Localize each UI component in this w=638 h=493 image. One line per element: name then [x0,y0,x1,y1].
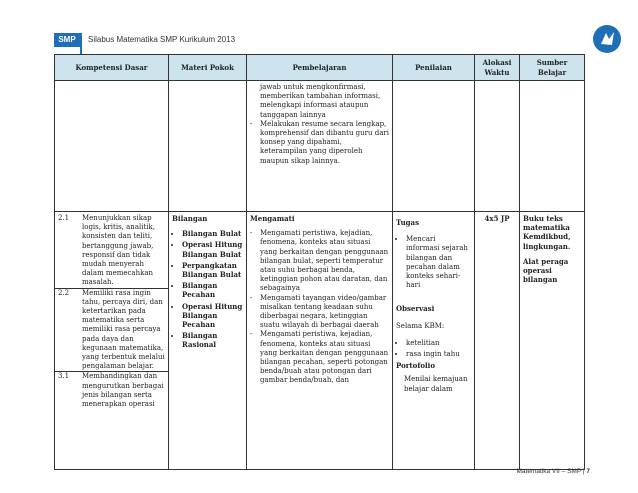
portofolio-text: Menilai kemajuan belajar dalam [404,375,468,393]
pembelajaran-text: Mengamati peristiwa, kejadian, fenomena, konteks atau situasi yang berkaitan dengan penggunaan bilangan bulat, seperti temperatur atau suhu berbagai benda, ketinggian pohon atau daratan, dan sebagainya [260,229,389,293]
tugas-item: • Mencari informasi sejarah bilangan dan pecahan dalam konteks sehari-hari [406,235,471,290]
kd-item [58,214,165,288]
pembelajaran-line: jawab untuk mengkonfirmasi, memberikan tambahan informasi, melengkapi informasi ataupun tanggapan lainnya [260,83,381,119]
col-kompetensi-dasar: Kompetensi Dasar [55,55,169,81]
cell-sumber-belajar [520,212,585,470]
kd-item [55,371,168,409]
materi-item: • Bilangan Pecahan [182,281,243,299]
pembelajaran-text: Mengamati tayangan video/gambar misalkan tentang keadaan suhu diberbagai negara, ketinggian suatu wilayah di berbagai daerah [260,293,387,330]
tugas-list [396,235,471,290]
header-divider [80,33,82,55]
kd-text: Memiliki rasa ingin tahu, percaya diri, dan ketertarikan pada matematika serta memiliki rasa percaya pada daya dan kegunaan matematika, yang terbentuk melalui pengalaman belajar. [82,288,165,371]
kd-number: 2.1 [58,214,70,222]
cell-empty [520,81,585,212]
materi-item: • Perpangkatan Bilangan Bulat [182,261,243,279]
pembelajaran-item: - Mengamati tayangan video/gambar misalkan tentang keadaan suhu diberbagai negara, ketinggian suatu wilayah di berbagai daerah [250,294,389,331]
pembelajaran-item: - Mengamati peristiwa, kejadian, fenomena, konteks atau situasi yang berkaitan dengan penggunaan bilangan pecahan, seperti potongan benda/buah atau potongan dari gambar benda/buah, dan [250,330,389,385]
page-footer: Matematika VII – SMP | 7 [516,468,590,475]
pembelajaran-item: - Mengamati peristiwa, kejadian, fenomena, konteks atau situasi yang berkaitan dengan penggunaan bilangan bulat, seperti temperatur atau suhu berbagai benda, ketinggian pohon atau daratan, dan sebagainya [250,229,389,293]
cell-materi-pokok [169,212,247,470]
cell-empty [393,81,475,212]
kemdikbud-logo-icon [592,24,622,54]
col-sumber-belajar: Sumber Belajar [520,55,585,81]
pembelajaran-text: Mengamati peristiwa, kejadian, fenomena, konteks atau situasi yang berkaitan dengan penggunaan bilangan pecahan, seperti potongan benda/buah atau potongan dari gambar benda/buah, dan [260,330,389,385]
penilaian-portofolio-title: Portofolio [396,361,436,371]
materi-item: • Bilangan Rasional [182,331,243,349]
footer-text: Matematika VII – SMP [516,468,582,475]
table-row [55,212,585,470]
cell-empty [55,81,169,212]
cell-alokasi-waktu: 4x5 JP [475,212,520,470]
document-title: Silabus Matematika SMP Kurikulum 2013 [88,35,236,44]
table-row [55,81,585,212]
smp-badge: SMP [54,33,80,47]
kd-number: 3.1 [58,372,70,381]
cell-empty [475,81,520,212]
cell-pembelajaran [247,81,393,212]
materi-item: • Bilangan Bulat [182,229,243,238]
observasi-sub: Selama KBM: [396,321,445,330]
cell-empty [169,81,247,212]
materi-item: • Operasi Hitung Bilangan Pecahan [182,302,243,330]
penilaian-tugas-title: Tugas [396,218,420,227]
penilaian-observasi-title: Observasi [396,304,435,314]
col-penilaian: Penilaian [393,55,475,81]
table-header-row [55,55,585,81]
page-number: 7 [586,468,590,475]
materi-title: Bilangan [172,214,208,223]
cell-pembelajaran [247,212,393,470]
syllabus-table [54,54,585,470]
observasi-list [396,339,471,359]
cell-penilaian [393,212,475,470]
sumber-item: Alat peraga operasi bilangan [523,256,569,285]
kd-text: Menunjukkan sikap logis, kritis, analitik, konsisten dan teliti, bertanggung jawab, responsif dan tidak mudah menyerah dalam memecahkan masalah. [82,214,155,287]
sumber-item: Buku teks matematika Kemdikbud, lingkungan. [523,214,571,251]
kd-item [55,288,168,372]
materi-list [172,229,243,349]
kd-number: 2.2 [58,288,70,297]
observasi-item: • ketelitian [406,339,471,348]
pembelajaran-title: Mengamati [250,214,295,223]
pembelajaran-line: Melakukan resume secara lengkap, komprehensif dan dibantu guru dari konsep yang dipahami, keterampilan yang diperoleh maupun sikap lainnya. [260,119,389,165]
pembelajaran-item: - Melakukan resume secara lengkap, komprehensif dan dibantu guru dari konsep yang dipahami, keterampilan yang diperoleh maupun sikap lainnya. [250,119,389,165]
col-alokasi-waktu: Alokasi Waktu [475,55,520,81]
observasi-item: • rasa ingin tahu [406,350,471,359]
col-pembelajaran: Pembelajaran [247,55,393,81]
kd-text: Membandingkan dan mengurutkan berbagai jenis bilangan serta menerapkan operasi [82,372,164,409]
materi-item: • Operasi Hitung Bilangan Bulat [182,240,243,258]
cell-kompetensi-dasar [55,212,169,470]
col-materi-pokok: Materi Pokok [169,55,247,81]
